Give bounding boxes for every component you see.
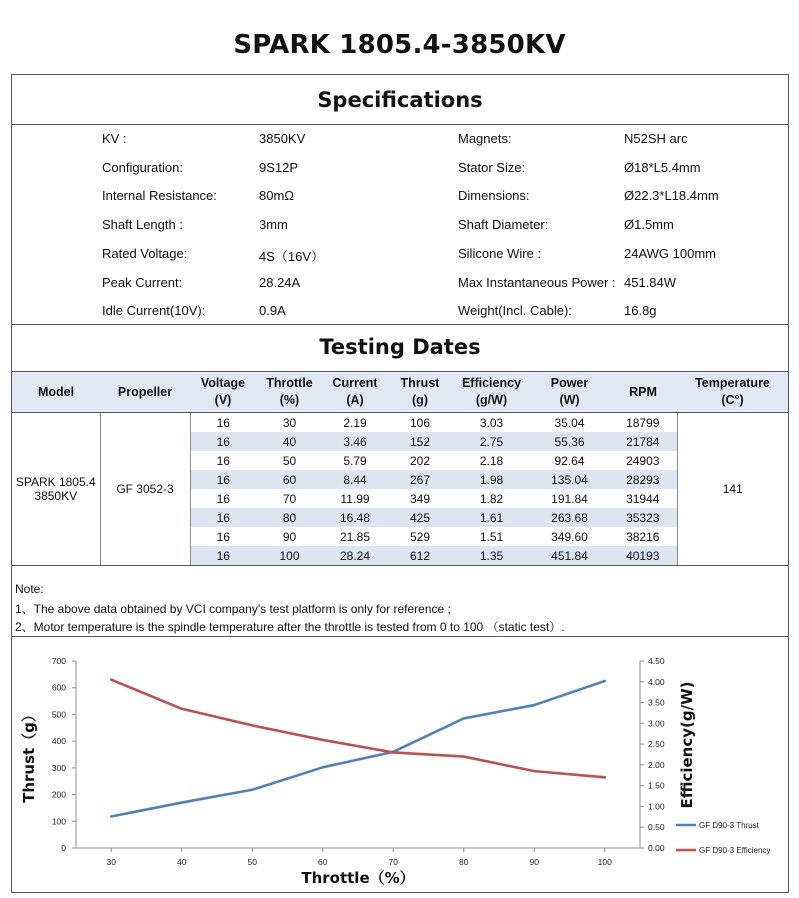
table-cell: 1.35 <box>453 546 530 566</box>
table-cell: 349 <box>409 491 431 506</box>
data-point <box>110 679 112 681</box>
spec-label: Shaft Length : <box>102 217 183 233</box>
data-point <box>604 776 606 778</box>
x-tick-label: 100 <box>597 857 612 867</box>
table-cell: 35323 <box>609 508 677 527</box>
data-point <box>604 680 606 682</box>
y-tick-label: 600 <box>51 682 66 693</box>
table-cell: 2.18 <box>479 453 504 468</box>
table-cell: 3.46 <box>323 432 387 451</box>
table-cell: 1.51 <box>479 529 504 544</box>
spec-label: Configuration: <box>102 159 183 175</box>
spec-value: 0.9A <box>259 303 286 319</box>
data-point <box>251 789 253 791</box>
table-cell: 16 <box>190 527 256 546</box>
table-cell: 8.44 <box>323 470 387 489</box>
legend-label: GF D90-3 Thrust <box>699 821 759 830</box>
table-cell: 1.82 <box>479 491 504 506</box>
column-header-unit: (V) <box>214 393 232 407</box>
table-cell: 60 <box>256 470 323 489</box>
table-cell: 16.48 <box>323 508 387 527</box>
table-cell: 425 <box>387 508 453 527</box>
spec-value: N52SH arc <box>624 131 688 146</box>
table-cell: 18799 <box>626 415 660 430</box>
column-header-label: Power <box>550 376 589 390</box>
y-tick-label: 700 <box>51 656 66 666</box>
table-cell: 21.85 <box>339 529 371 544</box>
column-header-label: Model <box>37 384 75 399</box>
spec-label: KV : <box>102 131 127 146</box>
y2-tick-label: 0.50 <box>648 822 665 833</box>
spec-label: Shaft Diameter: <box>458 217 549 233</box>
table-cell: 5.79 <box>343 453 367 468</box>
y2-tick-label: 2.50 <box>648 739 665 750</box>
spec-value: Ø18*L5.4mm <box>624 159 701 175</box>
spec-sheet-frame <box>11 74 789 893</box>
x-tick-label: 40 <box>177 857 187 867</box>
spec-label: Idle Current(10V): <box>102 303 206 319</box>
spec-value: 28.24A <box>259 274 301 290</box>
legend-label: GF D90-3 Efficiency <box>699 846 771 855</box>
spec-value: Ø1.5mm <box>624 217 674 233</box>
data-point <box>322 766 324 768</box>
table-cell: 152 <box>387 432 453 451</box>
column-header-unit: (%) <box>279 393 300 407</box>
data-point <box>533 770 535 772</box>
table-cell: 40193 <box>609 546 677 566</box>
column-header-label: Efficiency <box>461 376 522 390</box>
table-cell: 31944 <box>626 491 660 506</box>
spec-label: Weight(Incl. Cable): <box>458 303 572 319</box>
table-cell: 16 <box>190 508 256 527</box>
table-cell: 80 <box>256 508 323 527</box>
spec-label: Dimensions: <box>458 188 530 204</box>
y-tick-label: 500 <box>51 709 66 720</box>
table-cell: 16 <box>190 432 256 451</box>
table-cell: 100 <box>256 546 323 566</box>
spec-label: Stator Size: <box>458 159 526 175</box>
column-header-unit: (g) <box>412 393 428 407</box>
table-cell: 92.64 <box>554 453 585 468</box>
table-cell: 451.84 <box>530 546 609 566</box>
column-header-unit: (g/W) <box>475 393 508 407</box>
column-header-unit: (C°) <box>721 393 744 407</box>
note-item-1: 1、The above data obtained by VCI company's test platform is only for reference ; <box>15 602 451 616</box>
table-cell: 16 <box>190 489 256 508</box>
y-tick-label: 400 <box>51 736 66 747</box>
x-axis-title: Throttle（%） <box>301 869 415 887</box>
table-cell: 2.19 <box>343 415 367 430</box>
table-cell: 28293 <box>609 470 677 489</box>
table-cell: 38216 <box>626 529 660 544</box>
table-cell: 106 <box>409 415 431 430</box>
column-header-label: Temperature <box>695 376 770 390</box>
table-cell: 16 <box>190 413 256 433</box>
x-tick-label: 80 <box>459 857 469 867</box>
table-cell: 267 <box>387 470 453 489</box>
table-cell: 612 <box>387 546 453 566</box>
y-tick-label: 300 <box>51 762 66 773</box>
table-cell: 529 <box>409 529 431 544</box>
y-tick-label: 100 <box>51 816 66 827</box>
thrust-efficiency-chart <box>12 75 788 892</box>
table-cell: 28.24 <box>323 546 387 566</box>
table-cell: 30 <box>282 415 297 430</box>
page-title: SPARK 1805.4-3850KV <box>233 30 566 60</box>
table-cell: 90 <box>282 529 297 544</box>
spec-value: 16.8g <box>624 303 657 319</box>
testing-heading: Testing Dates <box>319 335 481 359</box>
table-cell: 70 <box>282 491 297 506</box>
spec-value: 9S12P <box>259 159 299 175</box>
x-tick-label: 30 <box>106 857 116 867</box>
y2-tick-label: 1.50 <box>648 780 665 791</box>
table-cell: 16 <box>190 451 256 470</box>
y2-tick-label: 4.00 <box>648 676 665 687</box>
x-tick-label: 60 <box>318 857 328 867</box>
table-cell: 202 <box>409 453 431 468</box>
table-cell: 24903 <box>626 453 660 468</box>
note-label: Note: <box>15 582 44 596</box>
temperature-cell: 141 <box>677 413 788 566</box>
note-item-2: 2、Motor temperature is the spindle temperature after the throttle is tested from 0 to 100 （static test）. <box>15 620 565 634</box>
data-point <box>181 801 183 803</box>
series-line-efficiency <box>111 680 605 778</box>
data-point <box>463 755 465 757</box>
data-point <box>181 708 183 710</box>
table-cell: 16 <box>190 470 256 489</box>
y-tick-label: 0 <box>61 843 66 853</box>
x-tick-label: 50 <box>247 857 257 867</box>
spec-value: Ø22.3*L18.4mm <box>624 188 719 204</box>
data-point <box>463 717 465 719</box>
table-cell: 50 <box>282 453 297 468</box>
data-point <box>322 739 324 741</box>
data-point <box>251 724 253 726</box>
column-header-label: Thrust <box>400 376 440 390</box>
y2-axis-title: Efficiency(g/W) <box>678 681 696 809</box>
table-cell: 263.68 <box>530 508 609 527</box>
spec-label: Internal Resistance: <box>102 188 217 204</box>
series-line-thrust <box>111 681 605 816</box>
spec-label: Silicone Wire : <box>458 245 542 261</box>
table-cell: 135.04 <box>530 470 609 489</box>
column-header-unit: (W) <box>559 393 580 407</box>
table-cell: 1.98 <box>453 470 530 489</box>
table-cell: 2.75 <box>453 432 530 451</box>
column-header-label: Throttle <box>266 376 313 390</box>
spec-label: Rated Voltage: <box>102 245 188 261</box>
table-cell: 40 <box>256 432 323 451</box>
propeller-cell: GF 3052-3 <box>100 413 190 566</box>
spec-value: 3mm <box>259 217 288 233</box>
column-header-unit: (A) <box>346 393 364 407</box>
column-header-label: RPM <box>629 384 657 399</box>
spec-value: 3850KV <box>259 131 306 146</box>
model-line: 3850KV <box>34 489 78 503</box>
y2-tick-label: 1.00 <box>648 801 665 812</box>
data-point <box>392 751 394 753</box>
table-cell: 191.84 <box>551 491 588 506</box>
table-cell: 3.03 <box>479 415 504 430</box>
spec-label: Magnets: <box>458 131 512 146</box>
column-header-label: Current <box>332 376 378 390</box>
spec-value: 451.84W <box>624 274 677 290</box>
y2-tick-label: 3.00 <box>648 718 665 729</box>
column-header-label: Voltage <box>200 376 246 390</box>
y2-tick-label: 0.00 <box>648 843 665 853</box>
spec-value: 24AWG 100mm <box>624 245 716 261</box>
x-tick-label: 90 <box>529 857 539 867</box>
spec-value: 80mΩ <box>259 188 295 204</box>
table-cell: 35.04 <box>554 415 585 430</box>
table-cell: 349.60 <box>551 529 588 544</box>
spec-label: Peak Current: <box>102 274 183 290</box>
y-axis-title: Thrust（g） <box>20 707 38 803</box>
table-cell: 16 <box>190 546 256 566</box>
column-header-label: Propeller <box>117 384 173 399</box>
table-cell: 55.36 <box>530 432 609 451</box>
spec-value: 4S（16V） <box>259 248 325 264</box>
specifications-heading: Specifications <box>317 88 483 112</box>
table-cell: 11.99 <box>340 491 370 506</box>
x-tick-label: 70 <box>388 857 398 867</box>
y-tick-label: 200 <box>51 789 66 800</box>
data-point <box>110 815 112 817</box>
model-line: SPARK 1805.4 <box>15 475 96 489</box>
spec-label: Max Instantaneous Power : <box>458 274 616 290</box>
y2-tick-label: 2.00 <box>648 759 665 770</box>
y2-tick-label: 4.50 <box>648 656 665 666</box>
table-cell: 1.61 <box>453 508 530 527</box>
y2-tick-label: 3.50 <box>648 697 665 708</box>
data-point <box>533 704 535 706</box>
table-cell: 21784 <box>609 432 677 451</box>
